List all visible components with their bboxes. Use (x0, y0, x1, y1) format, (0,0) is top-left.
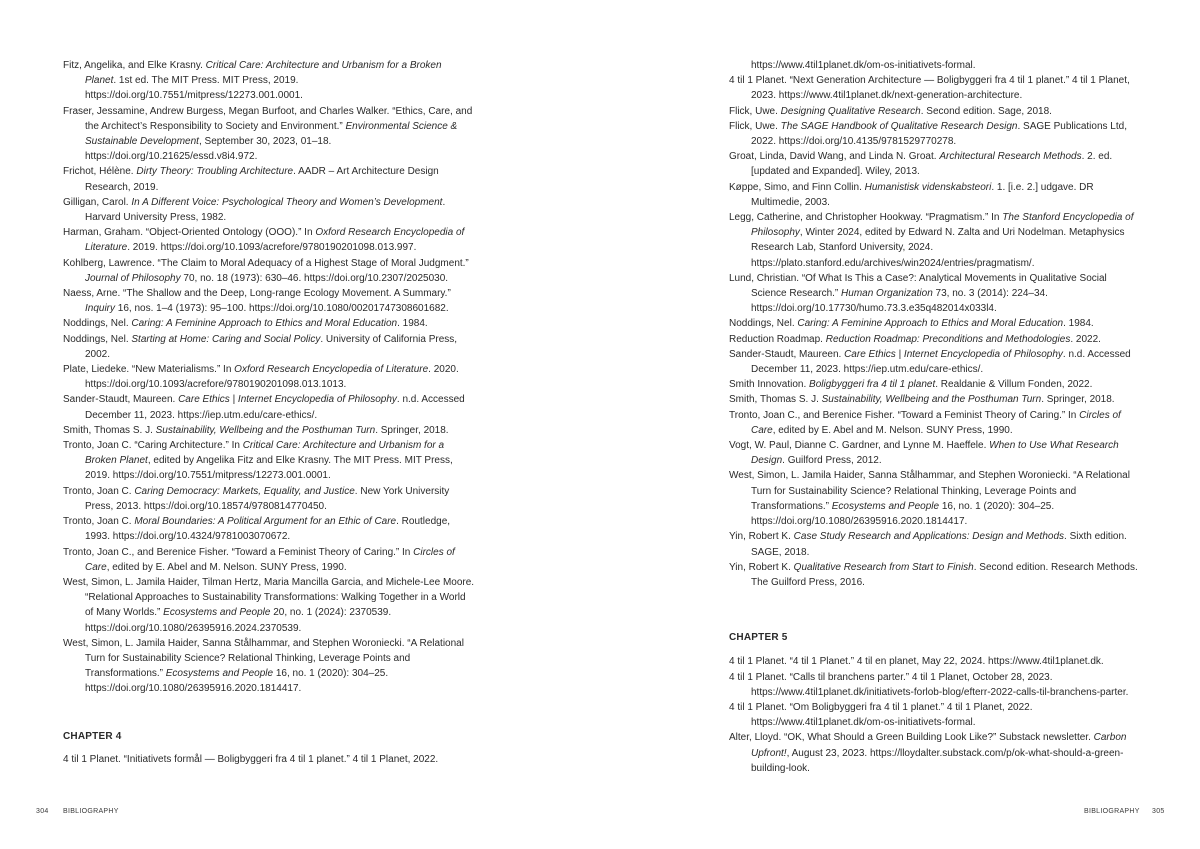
reference-title: Designing Qualitative Research (780, 105, 921, 117)
reference-title: In A Different Voice: Psychological Theory and Women’s Development (131, 196, 443, 208)
reference-title: Circles of Care (751, 409, 1121, 436)
reference-title: Care Ethics | Internet Encyclopedia of Philosophy (844, 348, 1063, 360)
reference-title: Qualitative Research from Start to Finish (793, 561, 974, 573)
page-number: 305 (1152, 808, 1165, 815)
reference-entry (63, 286, 475, 316)
reference-title: When to Use What Research Design (751, 440, 1119, 467)
reference-entry (729, 180, 1141, 210)
reference-title: Boligbyggeri fra 4 til 1 planet (809, 379, 936, 391)
reference-entry (729, 392, 1141, 407)
reference-title: Human Organization (841, 288, 933, 300)
reference-list (729, 654, 1141, 776)
reference-entry (63, 575, 475, 636)
reference-entry (729, 654, 1141, 669)
reference-text: . Second edition. Sage, 2018. (920, 105, 1052, 117)
reference-text: Tronto, Joan C. (63, 516, 135, 528)
reference-text: Tronto, Joan C. (63, 485, 135, 497)
reference-entry (729, 468, 1141, 529)
reference-entry (63, 545, 475, 575)
reference-text: Noddings, Nel. (63, 333, 132, 345)
reference-text: 73, no. 3 (2014): 224–34. https://doi.org/10.17730/humo.73.3.e35q482014x033l4. (751, 288, 1048, 315)
reference-text: 4 til 1 Planet. “Om Boligbyggeri fra 4 til 1 planet.” 4 til 1 Planet, 2022. https://www.4til1planet.dk/om-os-initiativets-formal. (729, 701, 1033, 729)
reference-text: . Springer, 2018. (1041, 394, 1115, 406)
reference-entry (729, 670, 1141, 700)
reference-text: . Sixth edition. SAGE, 2018. (751, 531, 1127, 558)
reference-text: West, Simon, L. Jamila Haider, Sanna Stålhammar, and Stephen Woroniecki. “A Relational Turn for Sustainability Science? Relational Thinking, Leverage Points and Transformations.” (63, 637, 464, 680)
reference-text: Plate, Liedeke. “New Materialisms.” In (63, 364, 235, 376)
reference-title: The SAGE Handbook of Qualitative Research Design (780, 120, 1018, 132)
reference-text: Reduction Roadmap. (729, 333, 826, 345)
reference-entry (63, 484, 475, 514)
reference-title: Humanistisk videnskabsteori (864, 181, 992, 193)
reference-entry (63, 438, 475, 484)
reference-text: Gilligan, Carol. (63, 196, 132, 208)
reference-title: Critical Care: Architecture and Urbanism for a Broken Planet (85, 440, 445, 467)
reference-title: Circles of Care (85, 546, 455, 573)
reference-title: Starting at Home: Caring and Social Policy (131, 333, 321, 345)
reference-entry (729, 210, 1141, 271)
reference-title: Reduction Roadmap: Preconditions and Methodologies (825, 333, 1071, 345)
reference-entry (729, 730, 1141, 776)
reference-title: Carbon Upfront! (751, 732, 1127, 759)
running-footer: BIBLIOGRAPHY (63, 808, 119, 815)
reference-text: Smith, Thomas S. J. (63, 424, 156, 436)
reference-entry (63, 636, 475, 697)
reference-text: . 1st ed. The MIT Press. MIT Press, 2019. https://doi.org/10.7551/mitpress/12273.001.0001. (85, 75, 303, 102)
reference-list (729, 73, 1141, 590)
reference-text: Legg, Catherine, and Christopher Hookway. “Pragmatism.” In (729, 212, 1003, 224)
reference-text: Naess, Arne. “The Shallow and the Deep, Long-range Ecology Movement. A Summary.” (63, 288, 451, 300)
reference-text: . 1984. (397, 318, 428, 330)
reference-entry (63, 423, 475, 438)
reference-text: 16, nos. 1–4 (1973): 95–100. https://doi.org/10.1080/00201747308601682. (115, 303, 449, 315)
reference-text: Lund, Christian. “Of What Is This a Case?: Analytical Movements in Qualitative Social Science Research.” (729, 272, 1107, 300)
left-column (63, 58, 475, 767)
reference-text: . 1. [i.e. 2.] udgave. DR Multimedie, 2003. (751, 181, 1094, 208)
reference-list (63, 752, 475, 767)
reference-entry (63, 256, 475, 286)
reference-title: Sustainability, Wellbeing and the Posthuman Turn (155, 424, 376, 436)
reference-text: , Winter 2024, edited by Edward N. Zalta and Uri Nodelman. Metaphysics Research Lab, Stanford University, 2024. https://plato.stanford.edu/archives/win2024/entries/pragmatism/. (751, 227, 1125, 269)
right-column (729, 58, 1141, 776)
reference-title: Caring Democracy: Markets, Equality, and Justice (134, 485, 355, 497)
reference-text: 16, no. 1 (2020): 304–25. https://doi.org/10.1080/26395916.2020.1814417. (751, 500, 1055, 528)
reference-title: Sustainability, Wellbeing and the Posthuman Turn (821, 394, 1042, 406)
reference-text: Flick, Uwe. (729, 120, 781, 132)
chapter-heading: CHAPTER 4 (63, 730, 122, 742)
reference-text: 20, no. 1 (2024): 2370539. https://doi.org/10.1080/26395916.2024.2370539. (85, 607, 392, 634)
reference-text: Tronto, Joan C. “Caring Architecture.” In (63, 440, 243, 452)
reference-text: Smith Innovation. (729, 379, 810, 391)
reference-title: Case Study Research and Applications: Design and Methods (793, 531, 1065, 543)
reference-text: Fraser, Jessamine, Andrew Burgess, Megan Burfoot, and Charles Walker. “Ethics, Care, and the Architect’s Responsibility to Society and Environment.” (63, 105, 473, 132)
reference-text: . 2022. (1070, 333, 1101, 345)
reference-text: . 1984. (1063, 318, 1094, 330)
reference-title: Moral Boundaries: A Political Argument for an Ethic of Care (134, 516, 397, 528)
reference-text: Vogt, W. Paul, Dianne C. Gardner, and Lynne M. Haeffele. (729, 440, 990, 452)
reference-title: Critical Care: Architecture and Urbanism for a Broken Planet (85, 60, 442, 87)
reference-text: Køppe, Simo, and Finn Collin. (729, 181, 865, 193)
reference-text: Frichot, Hélène. (63, 166, 137, 178)
reference-text: Yin, Robert K. (729, 531, 794, 543)
reference-entry (63, 58, 475, 104)
reference-text: . Harvard University Press, 1982. (85, 196, 446, 224)
reference-text: Noddings, Nel. (729, 318, 798, 330)
reference-entry (729, 408, 1141, 438)
reference-text: Kohlberg, Lawrence. “The Claim to Moral Adequacy of a Highest Stage of Moral Judgment.” (63, 257, 469, 269)
reference-entry (729, 377, 1141, 392)
reference-text: Fitz, Angelika, and Elke Krasny. (63, 60, 206, 71)
reference-text: Yin, Robert K. (729, 561, 794, 573)
right-page (600, 0, 1200, 849)
reference-title: Dirty Theory: Troubling Architecture (136, 166, 294, 178)
reference-entry (63, 392, 475, 422)
reference-entry (729, 700, 1141, 730)
reference-text: . Routledge, 1993. https://doi.org/10.4324/9781003070672. (85, 516, 451, 543)
reference-text: 4 til 1 Planet. “Initiativets formål — Boligbyggeri fra 4 til 1 planet.” 4 til 1 Planet, 2022. (63, 753, 439, 765)
reference-text: , edited by E. Abel and M. Nelson. SUNY Press, 1990. (772, 424, 1013, 436)
reference-text: Tronto, Joan C., and Berenice Fisher. “Toward a Feminist Theory of Caring.” In (63, 546, 414, 558)
reference-entry (729, 104, 1141, 119)
chapter-heading: CHAPTER 5 (729, 632, 788, 644)
reference-text: . 2019. https://doi.org/10.1093/acrefore/9780190201098.013.997. (127, 242, 417, 254)
reference-continuation: https://www.4til1planet.dk/om-os-initiativets-formal. (751, 60, 976, 71)
page-number: 304 (36, 808, 49, 815)
reference-title: Journal of Philosophy (85, 272, 181, 284)
reference-entry (63, 104, 475, 165)
reference-text: . 2. ed. [updated and Expanded]. Wiley, 2013. (751, 151, 1113, 178)
reference-text: . n.d. Accessed December 11, 2023. https://iep.utm.edu/care-ethics/. (85, 394, 465, 421)
reference-title: Environmental Science & Sustainable Development (85, 120, 458, 148)
reference-text: 4 til 1 Planet. “Next Generation Architecture — Boligbyggeri fra 4 til 1 planet.” 4 til 1 Planet, 2023. https://www.4til1planet.dk/next-generation-architecture. (729, 75, 1130, 102)
reference-text: . Springer, 2018. (375, 424, 449, 436)
reference-text: Smith, Thomas S. J. (729, 394, 822, 406)
reference-entry (729, 119, 1141, 149)
reference-text: , September 30, 2023, 01–18. https://doi.org/10.21625/essd.v8i4.972. (85, 136, 332, 163)
reference-text: Flick, Uwe. (729, 105, 781, 117)
reference-text: . SAGE Publications Ltd, 2022. https://doi.org/10.4135/9781529770278. (751, 120, 1127, 148)
reference-text: 70, no. 18 (1973): 630–46. https://doi.org/10.2307/2025030. (180, 272, 449, 284)
reference-title: Caring: A Feminine Approach to Ethics and Moral Education (797, 318, 1064, 330)
reference-title: Caring: A Feminine Approach to Ethics and Moral Education (131, 318, 398, 330)
reference-entry (63, 195, 475, 225)
reference-title: Care Ethics | Internet Encyclopedia of Philosophy (178, 394, 397, 406)
reference-text: Sander-Staudt, Maureen. (63, 394, 179, 406)
reference-text: . Guilford Press, 2012. (782, 455, 882, 467)
reference-text: . Second edition. Research Methods. The Guilford Press, 2016. (751, 561, 1138, 588)
reference-text: Noddings, Nel. (63, 318, 132, 330)
reference-title: Architectural Research Methods (939, 151, 1082, 163)
reference-text: . AADR – Art Architecture Design Research, 2019. (85, 166, 439, 193)
running-footer: BIBLIOGRAPHY (1084, 808, 1140, 815)
reference-entry (63, 164, 475, 194)
reference-title: Inquiry (85, 303, 116, 315)
reference-entry (63, 332, 475, 362)
reference-entry (729, 73, 1141, 103)
reference-text: Groat, Linda, David Wang, and Linda N. Groat. (729, 151, 940, 163)
reference-text: . New York University Press, 2013. https://doi.org/10.18574/9780814770450. (85, 485, 450, 512)
reference-entry (729, 271, 1141, 317)
reference-text: 4 til 1 Planet. “Calls til branchens parter.” 4 til 1 Planet, October 28, 2023. https://www.4til1planet.dk/initiativets-forlob-blog/efterr-2022-calls-til-branchens-parter. (729, 671, 1129, 698)
reference-text: , edited by E. Abel and M. Nelson. SUNY Press, 1990. (106, 561, 347, 573)
reference-title: Oxford Research Encyclopedia of Literature (234, 364, 429, 376)
reference-entry (729, 529, 1141, 559)
reference-text: . Realdanie & Villum Fonden, 2022. (935, 379, 1093, 391)
reference-entry (63, 752, 475, 767)
reference-entry (63, 514, 475, 544)
reference-entry (63, 225, 475, 255)
reference-title: Ecosystems and People (163, 607, 271, 619)
reference-title: Ecosystems and People (165, 668, 274, 680)
reference-text: Alter, Lloyd. “OK, What Should a Green Building Look Like?” Substack newsletter. (729, 732, 1094, 744)
reference-text: Sander-Staudt, Maureen. (729, 348, 845, 360)
reference-entry (729, 560, 1141, 590)
reference-text: West, Simon, L. Jamila Haider, Sanna Stålhammar, and Stephen Woroniecki. “A Relational Turn for Sustainability Science? Relational Thinking, Leverage Points and Transformations.” (729, 470, 1130, 512)
reference-text: . University of California Press, 2002. (85, 333, 458, 360)
reference-title: Oxford Research Encyclopedia of Literature (85, 227, 465, 254)
reference-entry (63, 316, 475, 331)
reference-title: Ecosystems and People (831, 500, 940, 512)
reference-entry (729, 347, 1141, 377)
reference-text: . 2020. https://doi.org/10.1093/acrefore/9780190201098.013.1013. (85, 364, 459, 391)
reference-entry (729, 316, 1141, 331)
reference-entry (729, 332, 1141, 347)
reference-text: , edited by Angelika Fitz and Elke Krasny. The MIT Press. MIT Press, 2019. https://doi.org/10.7551/mitpress/12273.001.0001. (85, 455, 453, 482)
reference-text: West, Simon, L. Jamila Haider, Tilman Hertz, Maria Mancilla Garcia, and Michele-Lee Moore. “Relational Approaches to Sustainability Transformations: Walking Together in a World of Many Worlds.” (63, 576, 475, 619)
reference-text: 16, no. 1 (2020): 304–25. https://doi.org/10.1080/26395916.2020.1814417. (85, 668, 389, 695)
reference-text: . n.d. Accessed December 11, 2023. https://iep.utm.edu/care-ethics/. (751, 348, 1131, 376)
reference-entry (729, 149, 1141, 179)
reference-list (63, 58, 475, 697)
reference-entry (729, 438, 1141, 468)
reference-text: 4 til 1 Planet. “4 til 1 Planet.” 4 til en planet, May 22, 2024. https://www.4til1planet.dk. (729, 656, 1104, 668)
reference-text: Tronto, Joan C., and Berenice Fisher. “Toward a Feminist Theory of Caring.” In (729, 409, 1080, 421)
reference-text: , August 23, 2023. https://lloydalter.substack.com/p/ok-what-should-a-green-building-look. (751, 747, 1124, 774)
reference-entry (63, 362, 475, 392)
reference-text: Harman, Graham. “Object-Oriented Ontology (OOO).” In (63, 227, 316, 239)
reference-title: The Stanford Encyclopedia of Philosophy (751, 212, 1134, 239)
